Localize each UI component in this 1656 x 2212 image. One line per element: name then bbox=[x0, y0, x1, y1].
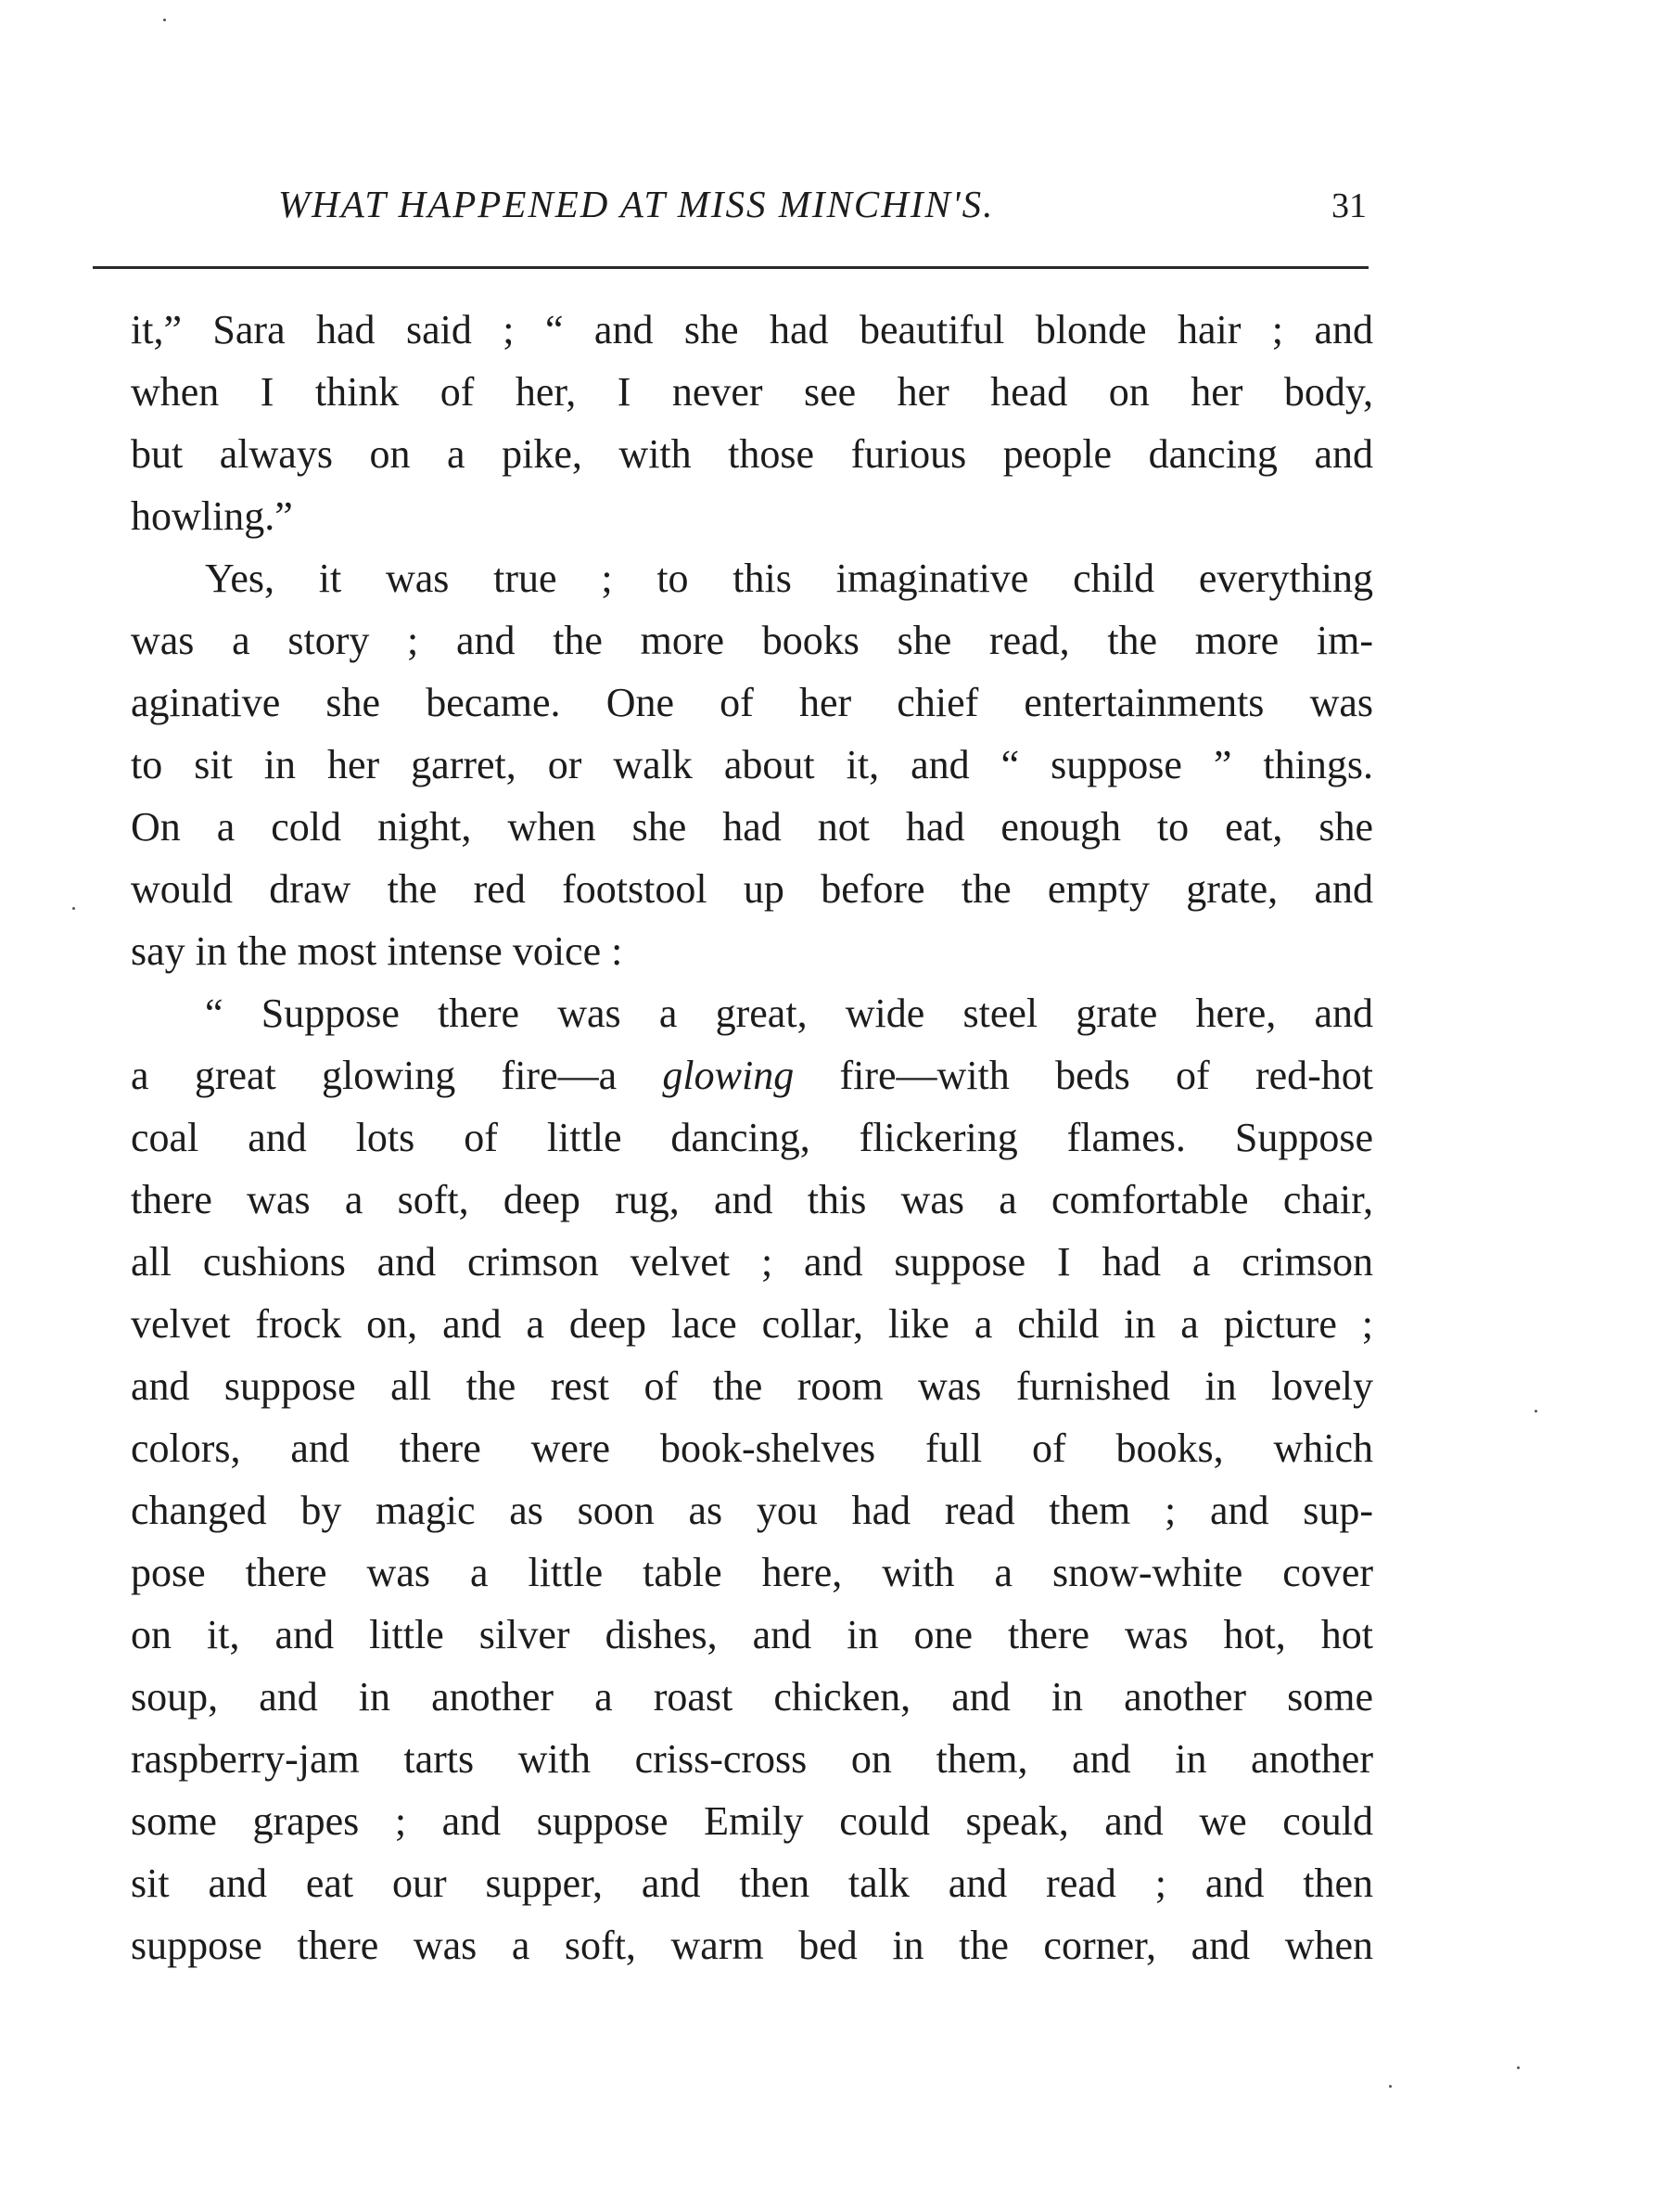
text-line: coal and lots of little dancing, flickering flames. Suppose bbox=[131, 1115, 1373, 1160]
text-line: “ Suppose there was a great, wide steel grate here, and bbox=[205, 991, 1373, 1036]
paper-speck bbox=[163, 19, 166, 21]
text-line: raspberry-jam tarts with criss-cross on them, and in another bbox=[131, 1736, 1373, 1782]
text-line: and suppose all the rest of the room was furnished in lovely bbox=[131, 1363, 1373, 1409]
text-line: soup, and in another a roast chicken, and in another some bbox=[131, 1674, 1373, 1720]
text-line: colors, and there were book-shelves full of books, which bbox=[131, 1426, 1373, 1471]
text-line: aginative she became. One of her chief entertainments was bbox=[131, 680, 1373, 725]
emphasis-text: glowing bbox=[662, 1053, 795, 1098]
text-line: sit and eat our supper, and then talk and read ; and then bbox=[131, 1860, 1373, 1906]
text-segment: a great glowing fire—a bbox=[131, 1053, 663, 1098]
text-line: there was a soft, deep rug, and this was a comfortable chair, bbox=[131, 1177, 1373, 1222]
text-line bbox=[131, 1044, 1373, 1106]
text-line: on it, and little silver dishes, and in one there was hot, hot bbox=[131, 1612, 1373, 1657]
text-line: changed by magic as soon as you had read them ; and sup- bbox=[131, 1488, 1373, 1533]
text-line: it,” Sara had said ; “ and she had beautiful blonde hair ; and bbox=[131, 307, 1373, 352]
text-line: pose there was a little table here, with a snow-white cover bbox=[131, 1550, 1373, 1595]
text-line: suppose there was a soft, warm bed in the corner, and when bbox=[131, 1923, 1373, 1968]
paper-speck bbox=[1535, 1410, 1537, 1413]
text-line: On a cold night, when she had not had enough to eat, she bbox=[131, 804, 1373, 850]
body-text bbox=[131, 299, 1373, 1976]
page-header bbox=[130, 182, 1372, 247]
text-line: but always on a pike, with those furious people dancing and bbox=[131, 431, 1373, 477]
text-line: howling.” bbox=[131, 493, 293, 539]
running-title: WHAT HAPPENED AT MISS MINCHIN'S. bbox=[278, 183, 995, 225]
text-line: was a story ; and the more books she read, the more im- bbox=[131, 618, 1373, 663]
text-line: all cushions and crimson velvet ; and suppose I had a crimson bbox=[131, 1239, 1373, 1285]
text-line: when I think of her, I never see her head on her body, bbox=[131, 369, 1373, 415]
text-line: would draw the red footstool up before the empty grate, and bbox=[131, 866, 1373, 912]
text-line: some grapes ; and suppose Emily could speak, and we could bbox=[131, 1798, 1373, 1844]
paper-speck bbox=[1517, 2066, 1520, 2069]
paper-speck bbox=[72, 907, 75, 910]
text-line: to sit in her garret, or walk about it, and “ suppose ” things. bbox=[131, 742, 1373, 787]
paper-speck bbox=[1389, 2085, 1392, 2088]
text-line: say in the most intense voice : bbox=[131, 928, 623, 974]
text-line: velvet frock on, and a deep lace collar, like a child in a picture ; bbox=[131, 1301, 1373, 1347]
text-line: Yes, it was true ; to this imaginative child everything bbox=[205, 556, 1373, 601]
header-rule bbox=[93, 266, 1369, 269]
page-number: 31 bbox=[1331, 186, 1367, 225]
text-segment: fire—with beds of red-hot bbox=[794, 1053, 1373, 1098]
